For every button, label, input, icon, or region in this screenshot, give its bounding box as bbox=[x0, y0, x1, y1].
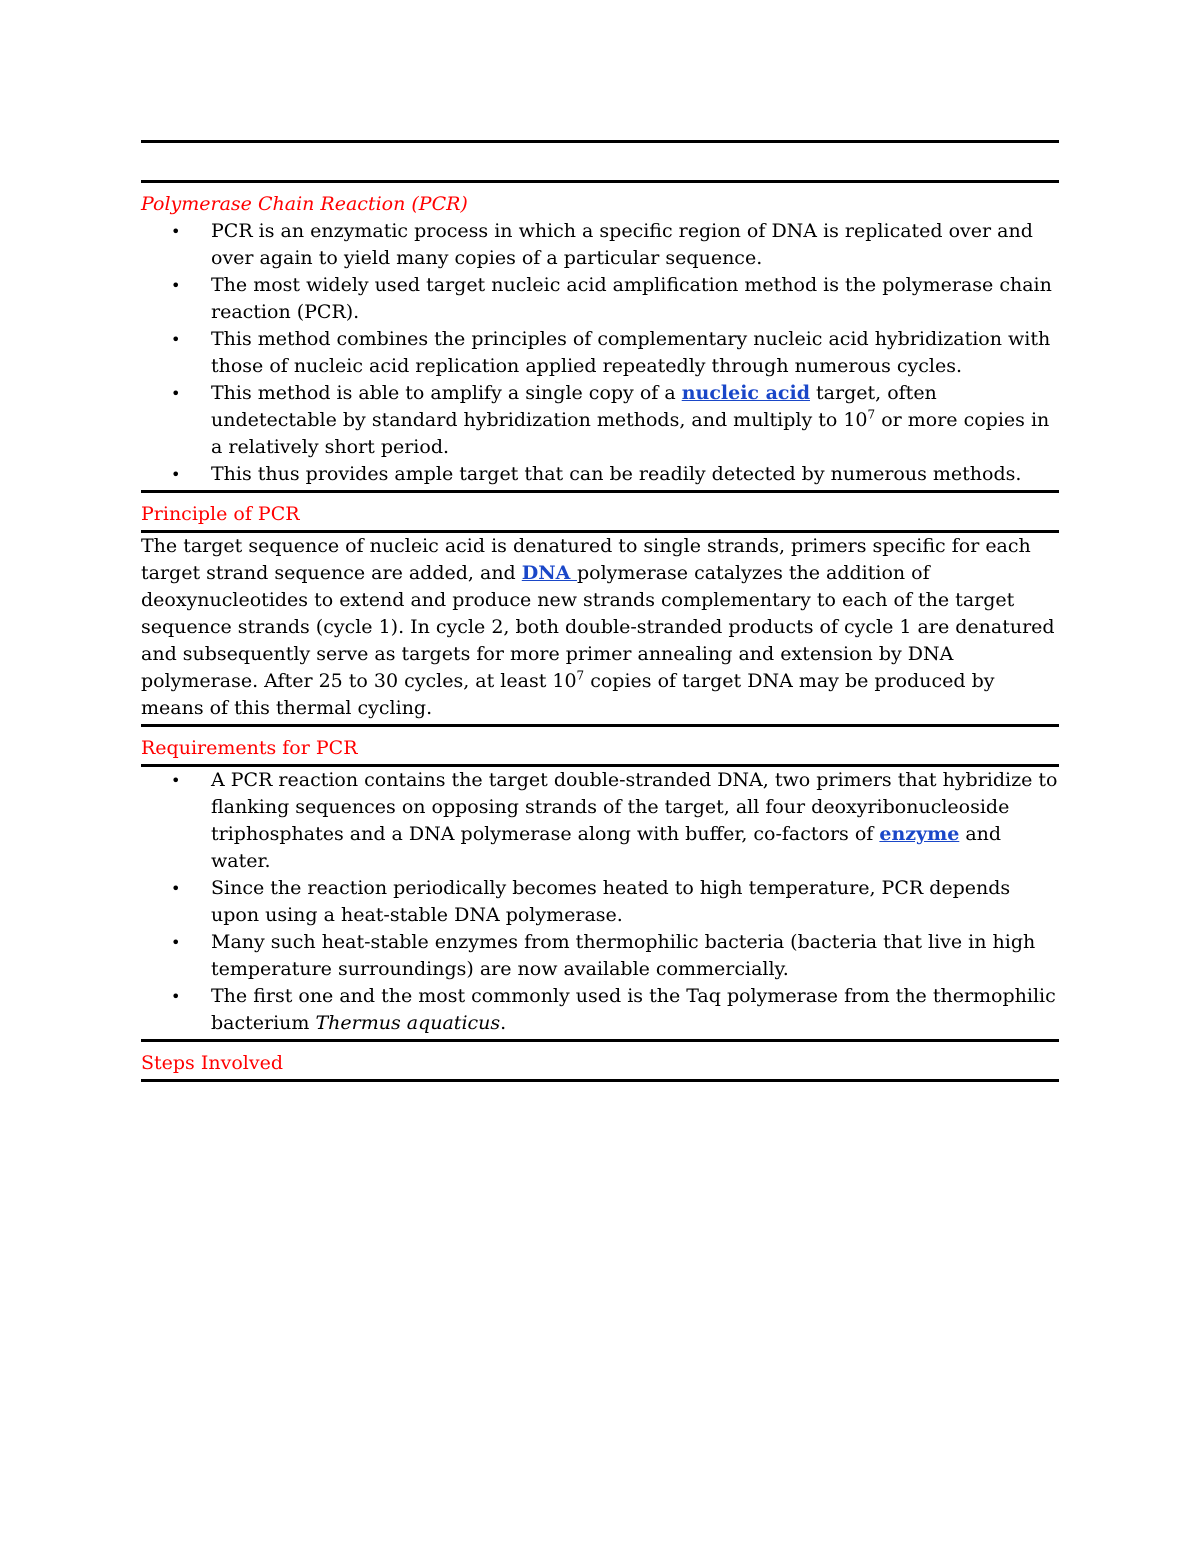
requirements-bullet-list bbox=[141, 767, 1059, 1037]
bullet-icon: • bbox=[171, 465, 181, 484]
principle-heading: Principle of PCR bbox=[141, 503, 300, 525]
list-item: • This method combines the principles of complementary nucleic acid hybridization with those of nucleic acid replication applied repeatedly through numerous cycles. bbox=[171, 328, 1051, 377]
enzyme-link[interactable]: enzyme bbox=[879, 823, 960, 845]
list-item: • Since the reaction periodically becomes heated to high temperature, PCR depends upon using a heat-stable DNA polymerase. bbox=[171, 877, 1011, 926]
pcr-bullet-list bbox=[141, 218, 1059, 488]
list-item: • A PCR reaction contains the target double-stranded DNA, two primers that hybridize to flanking sequences on opposing strands of the target, all four deoxyribonucleoside triphosphates and a DNA polymerase along with buffer, co-factors of enzyme and water. bbox=[171, 769, 1058, 872]
bullet-icon: • bbox=[171, 933, 181, 952]
nucleic-acid-link[interactable]: nucleic acid bbox=[681, 382, 810, 404]
bullet-icon: • bbox=[171, 276, 181, 295]
dna-link[interactable]: DNA bbox=[521, 562, 577, 584]
bottom-rule bbox=[141, 1079, 1059, 1082]
bullet-icon: • bbox=[171, 330, 181, 349]
principle-paragraph: The target sequence of nucleic acid is denatured to single strands, primers specific for each target strand sequence are added, and DNA polymerase catalyzes the addition of deoxynucleotides to extend and produce new strands complementary to each of the target sequence strands (cycle 1). In cycle 2, both double-stranded products of cycle 1 are denatured and subsequently serve as targets for more primer annealing and extension by DNA polymerase. After 25 to 30 cycles, at least $10^7$ copies of target DNA may be produced by means of this thermal cycling. bbox=[141, 535, 1055, 719]
bullet-icon: • bbox=[171, 771, 181, 790]
list-item: • Many such heat-stable enzymes from thermophilic bacteria (bacteria that live in high temperature surroundings) are now available commercially. bbox=[171, 931, 1036, 980]
list-item: • The most widely used target nucleic acid amplification method is the polymerase chain reaction (PCR). bbox=[171, 274, 1052, 323]
bullet-icon: • bbox=[171, 222, 181, 241]
blank-header-row bbox=[141, 143, 1059, 180]
list-item: • This method is able to amplify a single copy of a nucleic acid target, often undetectable by standard hybridization methods, and multiply to $10^7$ or more copies in a relatively short period. bbox=[171, 382, 1050, 458]
list-item: • PCR is an enzymatic process in which a specific region of DNA is replicated over and over again to yield many copies of a particular sequence. bbox=[171, 220, 1033, 269]
bullet-icon: • bbox=[171, 987, 181, 1006]
steps-heading: Steps Involved bbox=[141, 1052, 283, 1074]
bullet-icon: • bbox=[171, 384, 181, 403]
document-page bbox=[141, 140, 1059, 1082]
requirements-heading: Requirements for PCR bbox=[141, 737, 358, 759]
bullet-icon: • bbox=[171, 879, 181, 898]
list-item: • The first one and the most commonly used is the Taq polymerase from the thermophilic bacterium Thermus aquaticus. bbox=[171, 985, 1056, 1034]
list-item: • This thus provides ample target that can be readily detected by numerous methods. bbox=[141, 461, 1059, 488]
pcr-heading: Polymerase Chain Reaction (PCR) bbox=[141, 193, 468, 215]
